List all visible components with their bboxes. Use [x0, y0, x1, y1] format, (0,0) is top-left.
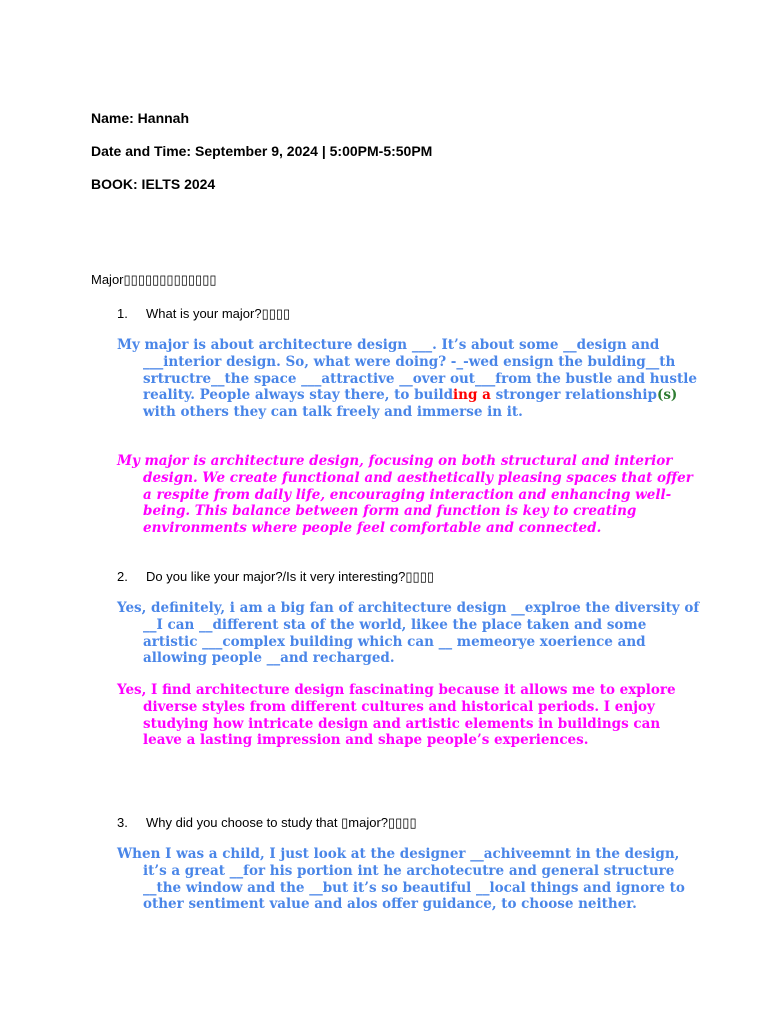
student-answer-1	[117, 337, 703, 421]
question-number: 1.	[117, 306, 128, 321]
book-title: BOOK: IELTS 2024	[91, 176, 216, 192]
question-text: What is your major?▯▯▯▯	[146, 306, 291, 321]
student-name: Name: Hannah	[91, 110, 190, 126]
student-answer-3: When I was a child, I just look at the designer __achiveemnt in the design, it’s a great __for his portion int he archotecutre and general structure __the window and the __but it’s so beautiful __local things and ignore to other sentiment value and alos offer guidance, to choose neither.	[117, 846, 685, 913]
question-text: Why did you choose to study that ▯major?▯▯▯▯	[146, 815, 417, 830]
answer-text: stronger relationship	[490, 387, 657, 404]
correction-plural: (s)	[656, 387, 678, 404]
section-title: Major▯▯▯▯▯▯▯▯▯▯▯▯▯	[91, 272, 217, 287]
answer-text: with others they can talk freely and immerse in it.	[143, 404, 523, 421]
date-time: Date and Time: September 9, 2024 | 5:00PM-5:50PM	[91, 143, 433, 159]
question-1	[117, 306, 290, 322]
question-number: 3.	[117, 815, 128, 830]
answer-text: My major is about architecture design ___. It’s about some __design and ___interior design. So, what were doing? -_-wed ensign the bulding__th srtructre__the space ___attractive __over out___from the bustle and hustle reality. People always stay there, to build	[117, 337, 697, 404]
correction-insert: ing a	[453, 387, 491, 404]
question-3	[117, 815, 417, 831]
question-number: 2.	[117, 569, 128, 584]
question-text: Do you like your major?/Is it very interesting?▯▯▯▯	[146, 569, 434, 584]
question-2	[117, 569, 434, 585]
student-answer-2: Yes, definitely, i am a big fan of architecture design __explroe the diversity of __I can __different sta of the world, likee the place taken and some artistic ___complex building which can __ memeorye xoerience and allowing people __and recharged.	[117, 600, 700, 667]
model-answer-1: My major is architecture design, focusing on both structural and interior design. We create functional and aesthetically pleasing spaces that offer a respite from daily life, encouraging interaction and enhancing well-being. This balance between form and function is key to creating environments where people feel comfortable and connected.	[117, 453, 693, 537]
model-answer-2: Yes, I find architecture design fascinating because it allows me to explore diverse styles from different cultures and historical periods. I enjoy studying how intricate design and artistic elements in buildings can leave a lasting impression and shape people’s experiences.	[117, 682, 676, 749]
